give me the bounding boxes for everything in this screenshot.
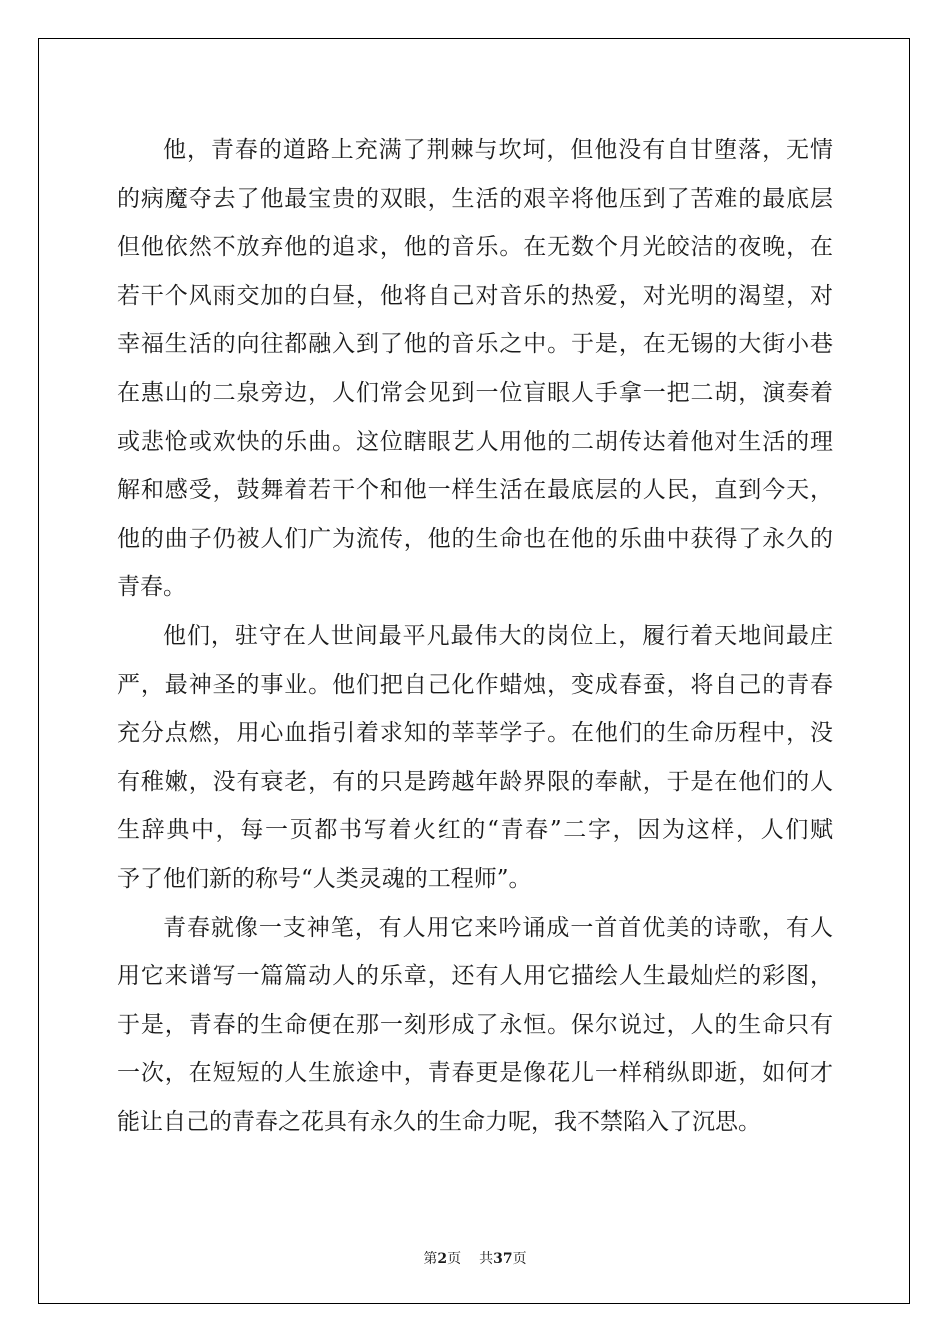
total-suffix: 页 <box>512 1251 527 1267</box>
text-line: 他们，驻守在人世间最平凡最伟大的岗位上，履行着天地间最庄 <box>163 622 833 649</box>
text-line: 的病魔夺去了他最宝贵的双眼，生活的艰辛将他压到了苦难的最底层 <box>117 185 833 212</box>
text-line: 他的曲子仍被人们广为流传，他的生命也在他的乐曲中获得了永久的 <box>117 525 833 552</box>
text-line: 严，最神圣的事业。他们把自己化作蜡烛，变成春蚕，将自己的青春 <box>117 671 833 698</box>
text-line: 他，青春的道路上充满了荆棘与坎坷，但他没有自甘堕落，无情 <box>163 137 833 163</box>
text-line: 青春。 <box>117 574 186 601</box>
text-line: 或悲怆或欢快的乐曲。这位瞎眼艺人用他的二胡传达着他对生活的理 <box>117 428 833 455</box>
document-body <box>117 126 833 1146</box>
text-line: 解和感受，鼓舞着若干个和他一样生活在最底层的人民，直到今天， <box>117 477 833 504</box>
page-number: 2 <box>437 1251 448 1267</box>
paragraph-3 <box>117 904 833 1147</box>
text-line: 用它来谱写一篇篇动人的乐章，还有人用它描绘人生最灿烂的彩图， <box>117 963 833 990</box>
page-suffix: 页 <box>447 1251 462 1267</box>
paragraph-1 <box>117 126 833 612</box>
page-footer <box>0 1248 950 1268</box>
paragraph-2 <box>117 612 833 904</box>
total-prefix: 共 <box>479 1251 494 1267</box>
text-line: 但他依然不放弃他的追求，他的音乐。在无数个月光皎洁的夜晚，在 <box>117 234 833 261</box>
text-line: 若干个风雨交加的白昼，他将自己对音乐的热爱，对光明的渴望，对 <box>117 282 833 309</box>
text-line: 能让自己的青春之花具有永久的生命力呢，我不禁陷入了沉思。 <box>117 1108 761 1135</box>
text-line: 青春就像一支神笔，有人用它来吟诵成一首首优美的诗歌，有人 <box>163 914 833 941</box>
text-line: 幸福生活的向往都融入到了他的音乐之中。于是，在无锡的大街小巷 <box>117 331 833 358</box>
text-line: 一次，在短短的人生旅途中，青春更是像花儿一样稍纵即逝，如何才 <box>117 1060 833 1087</box>
text-line: 在惠山的二泉旁边，人们常会见到一位盲眼人手拿一把二胡，演奏着 <box>117 379 833 406</box>
text-line: 充分点燃，用心血指引着求知的莘莘学子。在他们的生命历程中，没 <box>117 720 833 747</box>
text-line: 生辞典中，每一页都书写着火红的“青春”二字，因为这样，人们赋 <box>117 817 833 844</box>
text-line: 于是，青春的生命便在那一刻形成了永恒。保尔说过，人的生命只有 <box>117 1011 833 1038</box>
text-line: 有稚嫩，没有衰老，有的只是跨越年龄界限的奉献，于是在他们的人 <box>117 768 833 795</box>
text-line: 予了他们新的称号“人类灵魂的工程师”。 <box>117 865 532 892</box>
page-prefix: 第 <box>423 1251 438 1267</box>
total-pages: 37 <box>493 1251 513 1267</box>
